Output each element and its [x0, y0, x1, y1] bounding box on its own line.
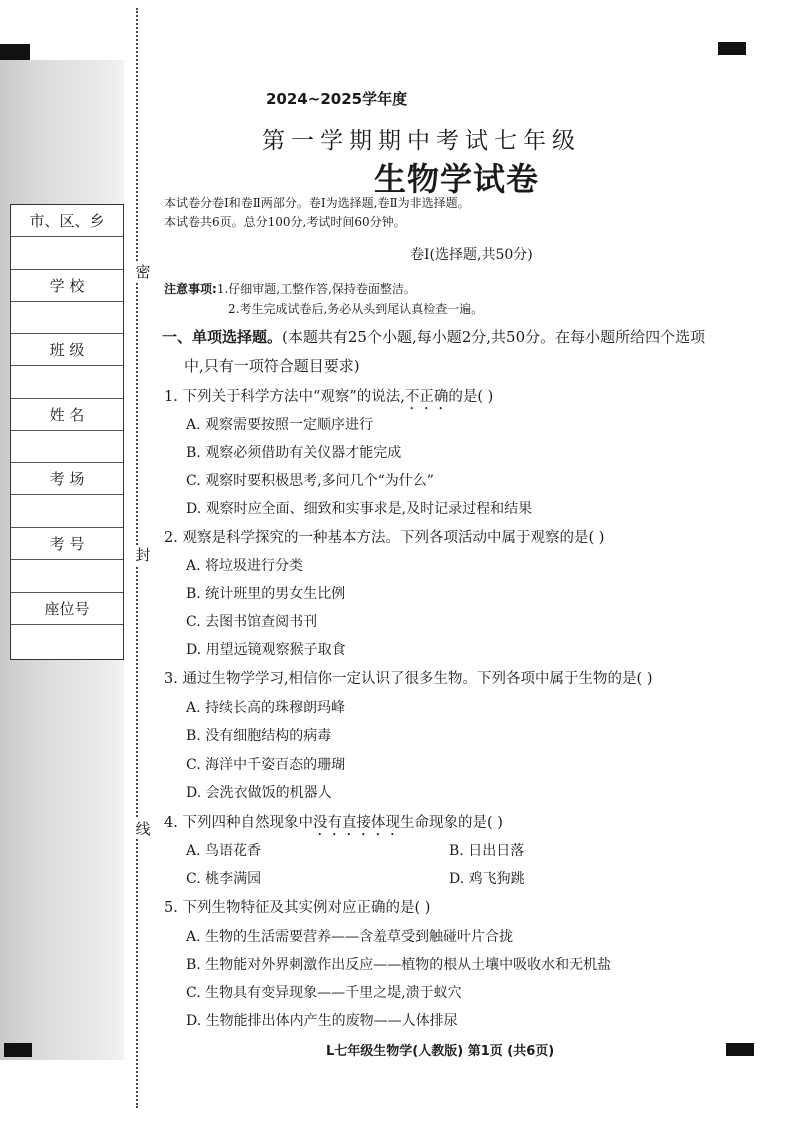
- info-blank[interactable]: [11, 237, 123, 270]
- subject-title: 生物学试卷: [374, 160, 540, 198]
- part-desc: (本题共有25个小题,每小题2分,共50分。在每小题所给四个选项: [282, 328, 706, 346]
- binding-char-feng: 封: [132, 545, 154, 565]
- intro-line: 本试卷分卷Ⅰ和卷Ⅱ两部分。卷Ⅰ为选择题,卷Ⅱ为非选择题。: [164, 196, 470, 210]
- option: D. 鸡飞狗跳: [449, 871, 525, 887]
- student-info-table: [10, 204, 124, 660]
- option: D. 用望远镜观察猴子取食: [186, 642, 346, 658]
- question-stem: 下列生物特征及其实例对应正确的是( ): [182, 900, 431, 916]
- info-label: 考 场: [11, 463, 123, 495]
- option: C. 海洋中千姿百态的珊瑚: [186, 757, 346, 773]
- question-2: [164, 526, 604, 547]
- school-year: 2024~2025学年度: [266, 90, 408, 108]
- question-number: 3.: [164, 671, 178, 687]
- question-number: 5.: [164, 900, 178, 916]
- info-blank[interactable]: [11, 431, 123, 464]
- question-5: [164, 896, 430, 917]
- question-4: [164, 811, 503, 839]
- binding-char-mi: 密: [132, 262, 154, 282]
- question-stem: 下列四种自然现象中: [182, 815, 313, 831]
- question-3: [164, 667, 652, 688]
- option: C. 桃李满园: [186, 871, 262, 887]
- registration-mark: [4, 1043, 32, 1057]
- registration-mark: [718, 42, 746, 55]
- binding-char-xian: 线: [132, 819, 154, 839]
- question-stem: 下列关于科学方法中“观察”的说法,: [182, 389, 405, 405]
- option: B. 生物能对外界刺激作出反应——植物的根从土壤中吸收水和无机盐: [186, 957, 612, 973]
- part-heading: [162, 326, 705, 347]
- info-blank[interactable]: [11, 366, 123, 399]
- question-1: [164, 385, 493, 413]
- info-blank[interactable]: [11, 495, 123, 528]
- intro-line: 本试卷共6页。总分100分,考试时间60分钟。: [164, 215, 406, 229]
- option: B. 日出日落: [449, 843, 525, 859]
- part-title: 一、单项选择题。: [162, 328, 283, 346]
- question-emphasis: 没有直接体现: [312, 815, 400, 831]
- question-stem: 通过生物学学习,相信你一定认识了很多生物。下列各项中属于生物的是( ): [182, 671, 653, 687]
- option: C. 生物具有变异现象——千里之堤,溃于蚁穴: [186, 985, 462, 1001]
- option: D. 观察时应全面、细致和实事求是,及时记录过程和结果: [186, 501, 533, 517]
- option: B. 统计班里的男女生比例: [186, 586, 346, 602]
- option: D. 会洗衣做饭的机器人: [186, 785, 332, 801]
- info-label: 考 号: [11, 528, 123, 560]
- info-label: 学 校: [11, 270, 123, 302]
- question-stem: 的是( ): [448, 389, 494, 405]
- registration-mark: [726, 1043, 754, 1056]
- info-label: 座位号: [11, 593, 123, 625]
- question-number: 1.: [164, 389, 178, 405]
- question-stem: 生命现象的是( ): [399, 815, 503, 831]
- registration-mark: [0, 44, 30, 60]
- part-desc: 中,只有一项符合题目要求): [184, 357, 360, 375]
- notes-item: 2.考生完成试卷后,务必从头到尾认真检查一遍。: [228, 302, 484, 316]
- notes-label: 注意事项:: [164, 282, 217, 296]
- info-blank[interactable]: [11, 560, 123, 593]
- option: C. 去图书馆查阅书刊: [186, 614, 318, 630]
- question-number: 4.: [164, 815, 178, 831]
- option: A. 观察需要按照一定顺序进行: [186, 417, 374, 433]
- info-label: 姓 名: [11, 399, 123, 431]
- option: A. 鸟语花香: [186, 843, 262, 859]
- option: A. 将垃圾进行分类: [186, 558, 304, 574]
- question-stem: 观察是科学探究的一种基本方法。下列各项活动中属于观察的是( ): [182, 530, 605, 546]
- question-emphasis: 不正确: [404, 389, 449, 405]
- option: A. 持续长高的珠穆朗玛峰: [186, 700, 346, 716]
- exam-title: 第一学期期中考试七年级: [262, 128, 581, 154]
- page-footer: L七年级生物学(人教版) 第1页 (共6页): [326, 1044, 555, 1059]
- notes-line-1: [164, 280, 416, 297]
- option: B. 没有细胞结构的病毒: [186, 728, 332, 744]
- info-label: 班 级: [11, 334, 123, 366]
- section-title: 卷Ⅰ(选择题,共50分): [410, 247, 533, 263]
- notes-item: 1.仔细审题,工整作答,保持卷面整洁。: [216, 282, 416, 296]
- info-blank[interactable]: [11, 302, 123, 335]
- info-blank[interactable]: [11, 625, 123, 658]
- option: A. 生物的生活需要营养——含羞草受到触碰叶片合拢: [186, 929, 514, 945]
- option: C. 观察时要积极思考,多问几个“为什么”: [186, 473, 434, 489]
- info-label: 市、区、乡: [11, 205, 123, 237]
- option: D. 生物能排出体内产生的废物——人体排尿: [186, 1013, 458, 1029]
- option: B. 观察必须借助有关仪器才能完成: [186, 445, 402, 461]
- question-number: 2.: [164, 530, 178, 546]
